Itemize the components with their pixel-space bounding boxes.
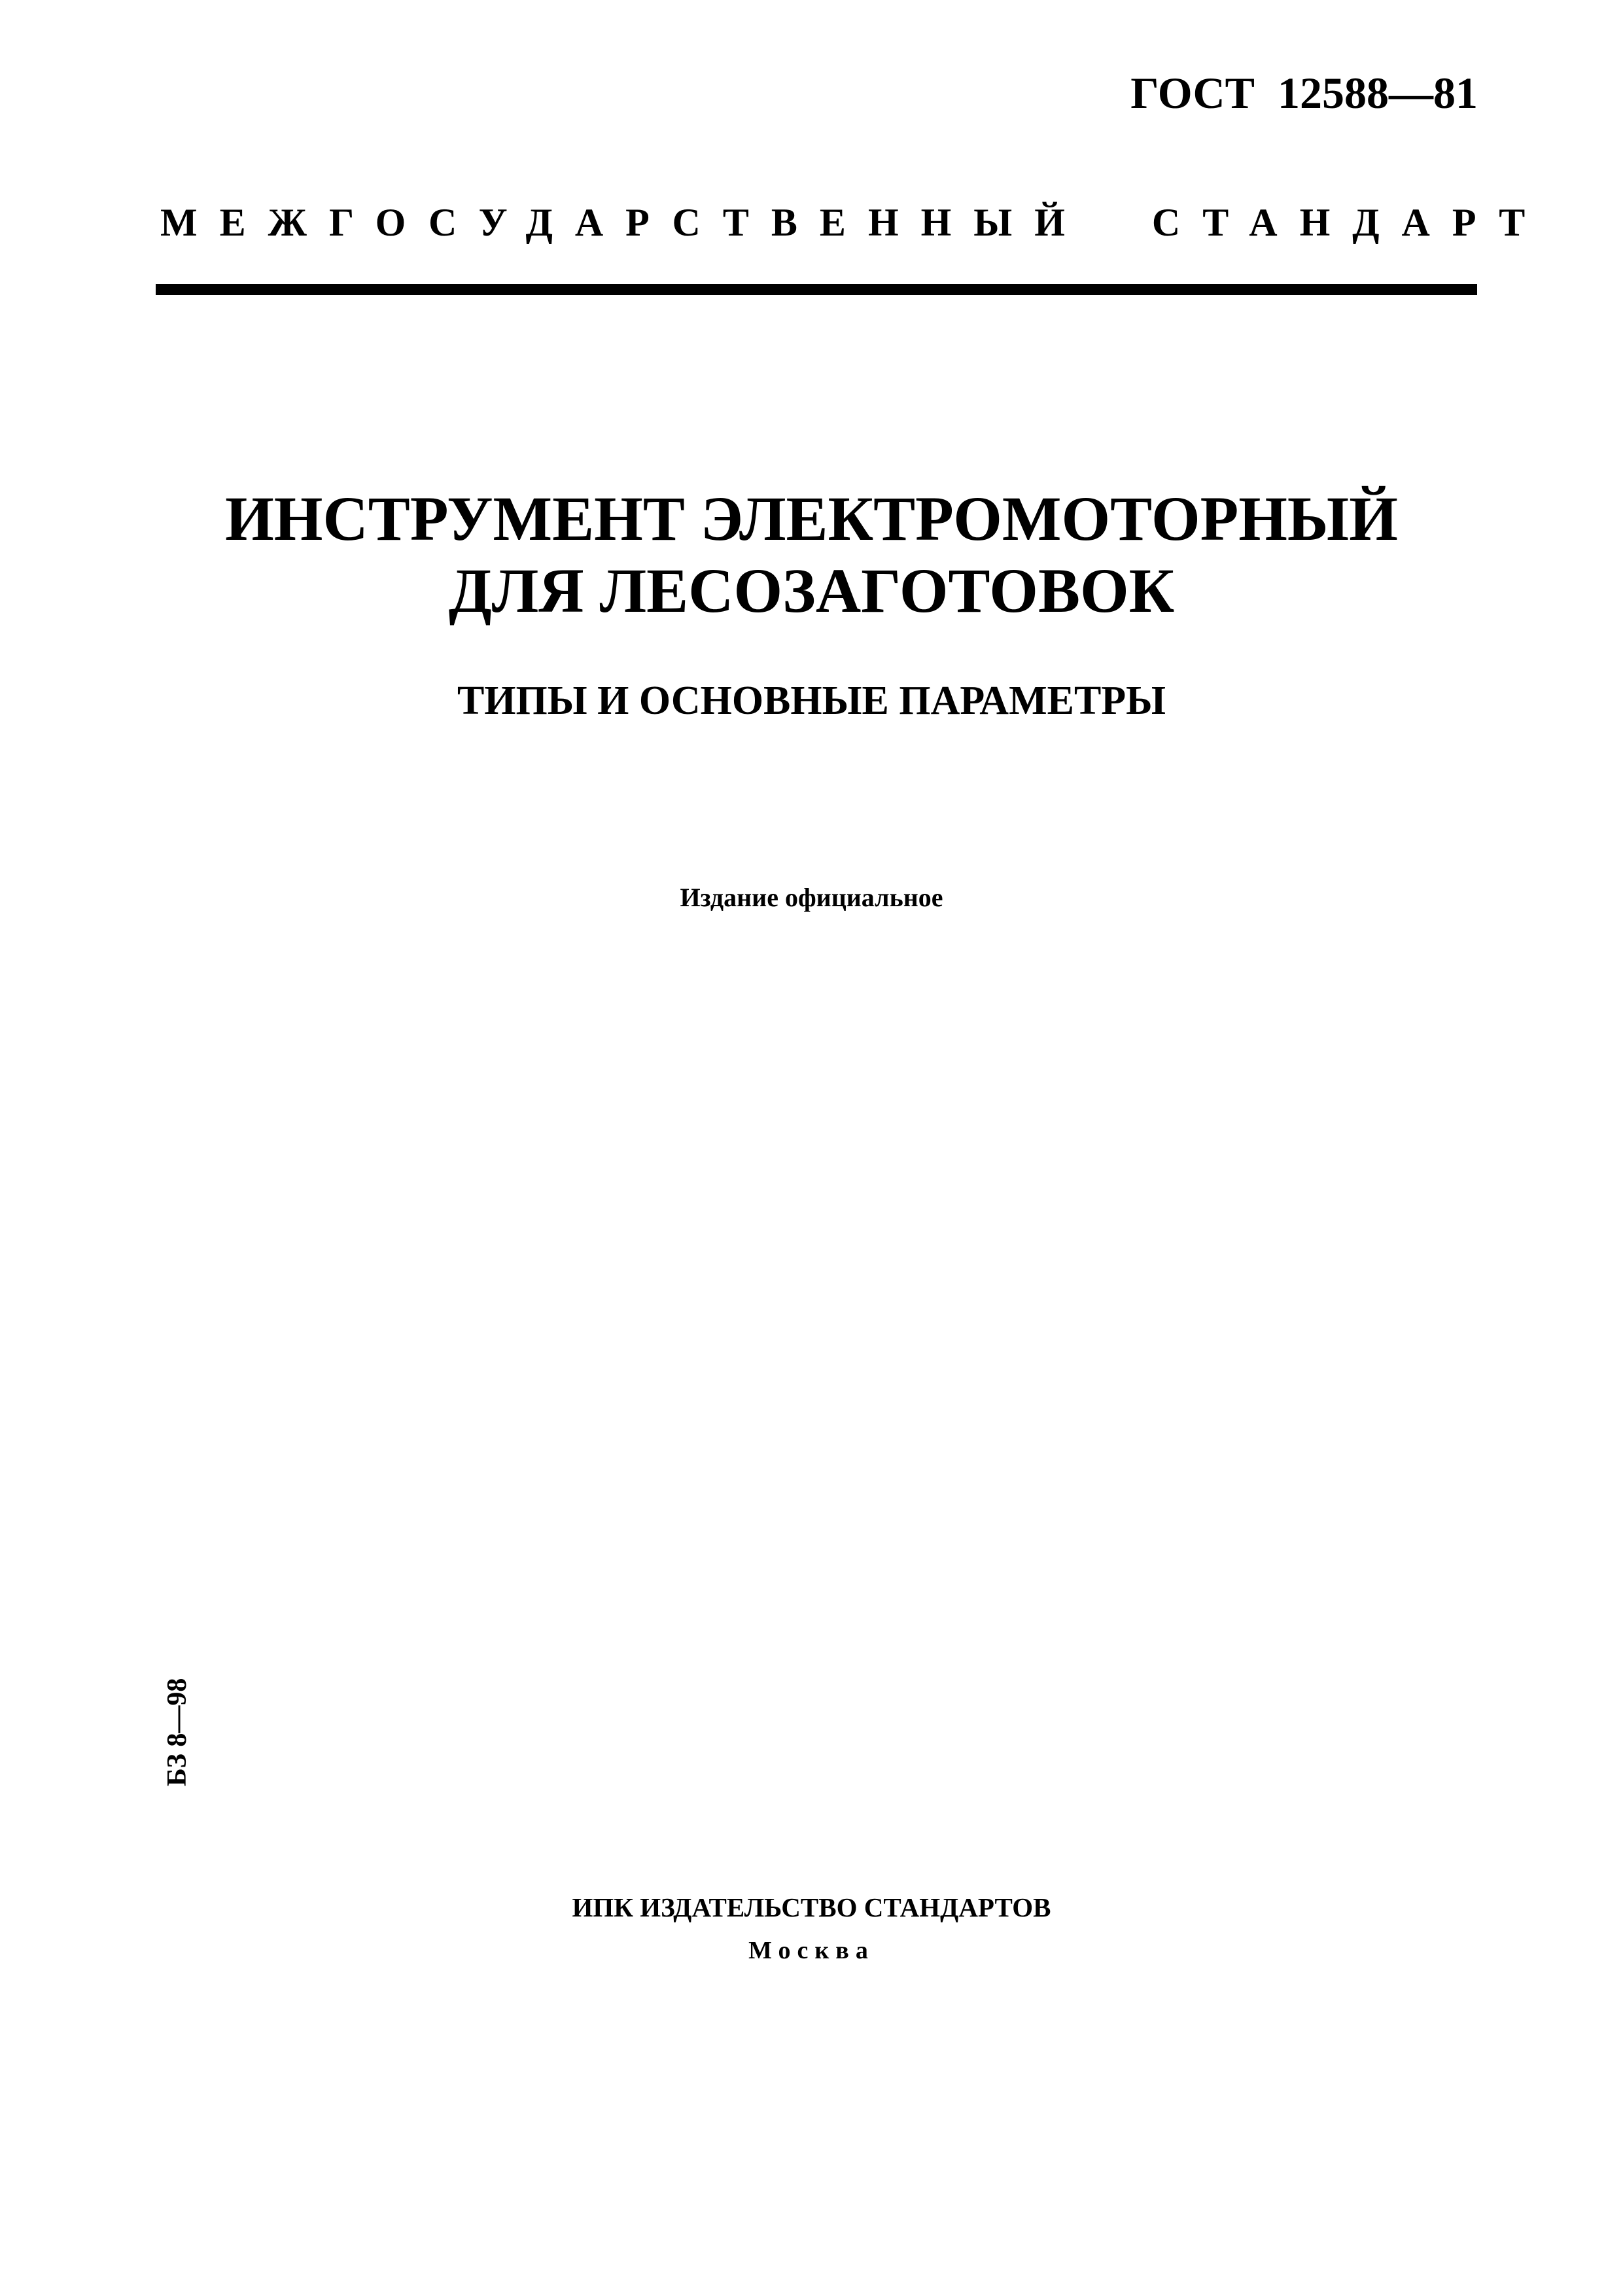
publisher-city: Москва [748,1937,875,1964]
document-number: ГОСТ 12588—81 [1130,68,1478,118]
publisher-name: ИПК ИЗДАТЕЛЬСТВО СТАНДАРТОВ [572,1892,1051,1922]
title-line-2: ДЛЯ ЛЕСОЗАГОТОВОК [448,556,1175,626]
standard-type-heading: МЕЖГОСУДАРСТВЕННЫЙ СТАНДАРТ [160,201,1548,244]
document-subtitle: ТИПЫ И ОСНОВНЫЕ ПАРАМЕТРЫ [457,679,1166,723]
document-title [0,483,1623,627]
header-divider-rule [156,284,1477,295]
title-line-1: ИНСТРУМЕНТ ЭЛЕКТРОМОТОРНЫЙ [225,484,1398,554]
side-registration-code: БЗ 8—98 [162,1678,192,1786]
edition-label: Издание официальное [680,883,943,912]
